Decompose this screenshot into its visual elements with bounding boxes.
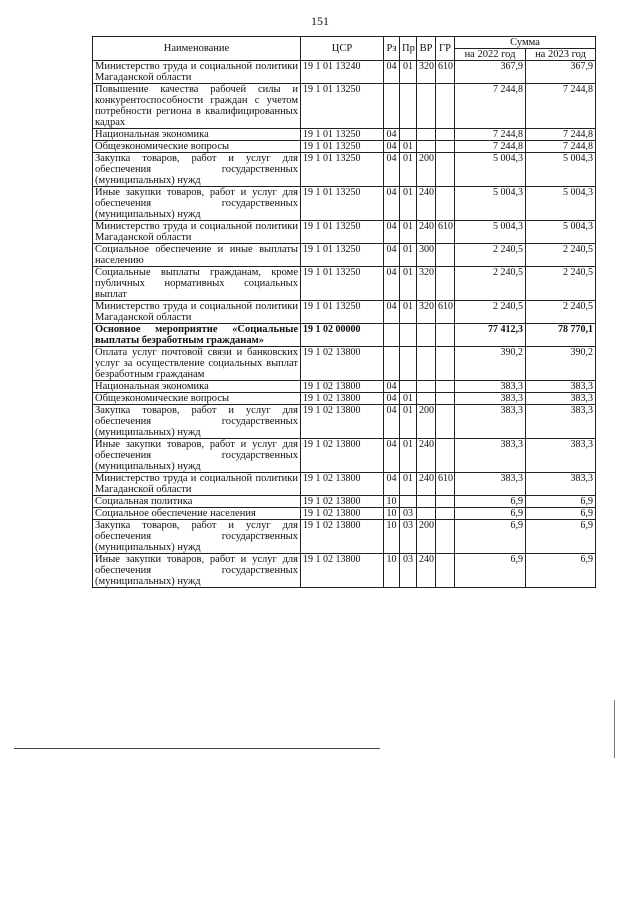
page-number: 151 [311,14,329,28]
cell-gr [436,267,455,301]
cell-rz: 04 [384,61,400,84]
cell-csr: 19 1 01 13250 [301,301,384,324]
cell-vr: 240 [417,439,436,473]
cell-pr: 01 [400,141,417,153]
cell-csr: 19 1 01 13250 [301,129,384,141]
table-row [93,439,596,473]
header-gr: ГР [436,37,455,61]
table-row [93,324,596,347]
cell-csr: 19 1 01 13250 [301,267,384,301]
cell-pr: 01 [400,267,417,301]
cell-2023: 6,9 [526,508,596,520]
table-row [93,381,596,393]
cell-name: Закупка товаров, работ и услуг для обеспечения государственных (муниципальных) нужд [93,520,301,554]
cell-rz: 10 [384,496,400,508]
cell-name: Основное мероприятие «Социальные выплаты безработным гражданам» [93,324,301,347]
cell-name: Иные закупки товаров, работ и услуг для обеспечения государственных (муниципальных) нужд [93,439,301,473]
table-row [93,347,596,381]
cell-name: Социальное обеспечение населения [93,508,301,520]
table-row [93,520,596,554]
cell-pr [400,129,417,141]
cell-gr [436,324,455,347]
cell-2022: 390,2 [455,347,526,381]
cell-csr: 19 1 01 13250 [301,153,384,187]
cell-pr: 01 [400,439,417,473]
cell-vr: 200 [417,153,436,187]
header-2022: на 2022 год [455,49,526,61]
cell-csr: 19 1 01 13250 [301,221,384,244]
cell-gr: 610 [436,301,455,324]
cell-name: Национальная экономика [93,129,301,141]
table-row [93,473,596,496]
table-row [93,153,596,187]
cell-name: Общеэкономические вопросы [93,393,301,405]
cell-pr [400,324,417,347]
cell-name: Повышение качества рабочей силы и конкурентоспособности граждан с учетом потребности региона в квалифицированных кадрах [93,84,301,129]
cell-rz: 10 [384,554,400,588]
cell-pr: 01 [400,405,417,439]
cell-2022: 383,3 [455,473,526,496]
header-2023: на 2023 год [526,49,596,61]
table-row [93,496,596,508]
cell-vr [417,141,436,153]
cell-pr: 01 [400,187,417,221]
cell-pr [400,496,417,508]
cell-vr [417,324,436,347]
cell-2023: 390,2 [526,347,596,381]
cell-rz: 04 [384,393,400,405]
cell-2022: 6,9 [455,554,526,588]
cell-pr: 03 [400,508,417,520]
cell-gr [436,381,455,393]
cell-2022: 5 004,3 [455,187,526,221]
cell-name: Социальное обеспечение и иные выплаты населению [93,244,301,267]
cell-rz: 04 [384,221,400,244]
cell-2023: 2 240,5 [526,267,596,301]
cell-gr [436,153,455,187]
cell-csr: 19 1 01 13240 [301,61,384,84]
cell-gr [436,84,455,129]
cell-csr: 19 1 01 13250 [301,141,384,153]
cell-gr [436,554,455,588]
cell-name: Закупка товаров, работ и услуг для обеспечения государственных (муниципальных) нужд [93,405,301,439]
cell-csr: 19 1 02 13800 [301,381,384,393]
cell-gr [436,187,455,221]
cell-rz: 10 [384,508,400,520]
cell-2022: 2 240,5 [455,244,526,267]
cell-gr [436,141,455,153]
cell-pr: 01 [400,61,417,84]
cell-csr: 19 1 01 13250 [301,244,384,267]
cell-2022: 383,3 [455,405,526,439]
cell-gr [436,244,455,267]
cell-rz: 04 [384,267,400,301]
header-csr: ЦСР [301,37,384,61]
cell-gr: 610 [436,473,455,496]
cell-csr: 19 1 02 13800 [301,439,384,473]
cell-pr [400,347,417,381]
cell-2022: 6,9 [455,496,526,508]
table-row [93,61,596,84]
cell-pr: 03 [400,520,417,554]
cell-gr: 610 [436,61,455,84]
cell-pr: 01 [400,473,417,496]
cell-pr [400,381,417,393]
cell-vr: 320 [417,61,436,84]
cell-name: Оплата услуг почтовой связи и банковских услуг за осуществление социальных выплат безработным гражданам [93,347,301,381]
header-name: Наименование [93,37,301,61]
cell-vr [417,347,436,381]
cell-vr: 240 [417,221,436,244]
cell-vr: 300 [417,244,436,267]
cell-pr: 01 [400,221,417,244]
cell-2023: 367,9 [526,61,596,84]
cell-csr: 19 1 01 13250 [301,187,384,221]
cell-2022: 383,3 [455,393,526,405]
cell-name: Министерство труда и социальной политики Магаданской области [93,301,301,324]
cell-2022: 367,9 [455,61,526,84]
cell-2023: 5 004,3 [526,187,596,221]
cell-rz: 04 [384,141,400,153]
cell-gr [436,439,455,473]
cell-rz: 04 [384,129,400,141]
cell-2022: 5 004,3 [455,221,526,244]
cell-2022: 7 244,8 [455,141,526,153]
budget-table [92,36,596,588]
table-body [93,61,596,588]
table-row [93,393,596,405]
cell-csr: 19 1 02 13800 [301,347,384,381]
cell-csr: 19 1 02 13800 [301,554,384,588]
cell-rz: 04 [384,439,400,473]
cell-vr: 240 [417,473,436,496]
cell-vr: 320 [417,267,436,301]
cell-gr [436,508,455,520]
cell-name: Социальные выплаты гражданам, кроме публичных нормативных социальных выплат [93,267,301,301]
cell-2023: 5 004,3 [526,153,596,187]
cell-name: Иные закупки товаров, работ и услуг для обеспечения государственных (муниципальных) нужд [93,554,301,588]
margin-mark [614,700,615,758]
cell-vr [417,84,436,129]
cell-2023: 5 004,3 [526,221,596,244]
cell-vr [417,496,436,508]
cell-2023: 7 244,8 [526,84,596,129]
cell-pr: 01 [400,393,417,405]
cell-csr: 19 1 02 13800 [301,405,384,439]
cell-pr: 03 [400,554,417,588]
cell-csr: 19 1 02 13800 [301,473,384,496]
cell-2023: 383,3 [526,439,596,473]
cell-2022: 7 244,8 [455,84,526,129]
cell-csr: 19 1 01 13250 [301,84,384,129]
table-row [93,141,596,153]
cell-vr [417,129,436,141]
cell-2023: 383,3 [526,393,596,405]
cell-csr: 19 1 02 13800 [301,520,384,554]
cell-csr: 19 1 02 00000 [301,324,384,347]
cell-vr: 320 [417,301,436,324]
cell-gr [436,393,455,405]
cell-2023: 6,9 [526,554,596,588]
table-row [93,554,596,588]
cell-vr: 200 [417,405,436,439]
cell-csr: 19 1 02 13800 [301,496,384,508]
table-row [93,244,596,267]
cell-vr: 240 [417,554,436,588]
cell-pr [400,84,417,129]
cell-vr: 200 [417,520,436,554]
table-row [93,405,596,439]
cell-pr: 01 [400,153,417,187]
header-pr: Пр [400,37,417,61]
header-rz: Рз [384,37,400,61]
cell-rz: 04 [384,473,400,496]
cell-rz [384,84,400,129]
cell-csr: 19 1 02 13800 [301,508,384,520]
cell-name: Министерство труда и социальной политики Магаданской области [93,221,301,244]
cell-2022: 383,3 [455,381,526,393]
cell-2023: 2 240,5 [526,301,596,324]
cell-name: Иные закупки товаров, работ и услуг для обеспечения государственных (муниципальных) нужд [93,187,301,221]
cell-vr: 240 [417,187,436,221]
cell-2023: 78 770,1 [526,324,596,347]
header-vr: ВР [417,37,436,61]
table-row [93,84,596,129]
table-row [93,129,596,141]
cell-name: Национальная экономика [93,381,301,393]
cell-gr [436,405,455,439]
cell-2023: 7 244,8 [526,129,596,141]
cell-2022: 6,9 [455,520,526,554]
cell-rz [384,347,400,381]
cell-2022: 383,3 [455,439,526,473]
cell-rz [384,324,400,347]
cell-vr [417,381,436,393]
cell-pr: 01 [400,244,417,267]
cell-rz: 04 [384,244,400,267]
cell-gr [436,496,455,508]
cell-rz: 04 [384,381,400,393]
cell-name: Общеэкономические вопросы [93,141,301,153]
cell-gr [436,347,455,381]
cell-name: Министерство труда и социальной политики Магаданской области [93,473,301,496]
cell-csr: 19 1 02 13800 [301,393,384,405]
cell-2023: 6,9 [526,520,596,554]
cell-rz: 04 [384,405,400,439]
cell-name: Закупка товаров, работ и услуг для обеспечения государственных (муниципальных) нужд [93,153,301,187]
cell-rz: 04 [384,153,400,187]
table-row [93,508,596,520]
horizontal-rule [14,748,380,749]
cell-2023: 7 244,8 [526,141,596,153]
cell-2023: 383,3 [526,473,596,496]
cell-pr: 01 [400,301,417,324]
cell-2022: 7 244,8 [455,129,526,141]
table-header-row [93,37,596,49]
table-row [93,187,596,221]
cell-2022: 2 240,5 [455,267,526,301]
cell-gr [436,520,455,554]
cell-rz: 04 [384,187,400,221]
cell-2022: 5 004,3 [455,153,526,187]
cell-gr [436,129,455,141]
cell-gr: 610 [436,221,455,244]
cell-name: Социальная политика [93,496,301,508]
cell-vr [417,508,436,520]
cell-2023: 6,9 [526,496,596,508]
table-row [93,267,596,301]
table-row [93,221,596,244]
cell-vr [417,393,436,405]
table-row [93,301,596,324]
cell-2022: 77 412,3 [455,324,526,347]
cell-2023: 383,3 [526,405,596,439]
cell-rz: 04 [384,301,400,324]
cell-rz: 10 [384,520,400,554]
cell-name: Министерство труда и социальной политики Магаданской области [93,61,301,84]
header-sum: Сумма [455,37,596,49]
cell-2023: 383,3 [526,381,596,393]
cell-2023: 2 240,5 [526,244,596,267]
cell-2022: 6,9 [455,508,526,520]
cell-2022: 2 240,5 [455,301,526,324]
